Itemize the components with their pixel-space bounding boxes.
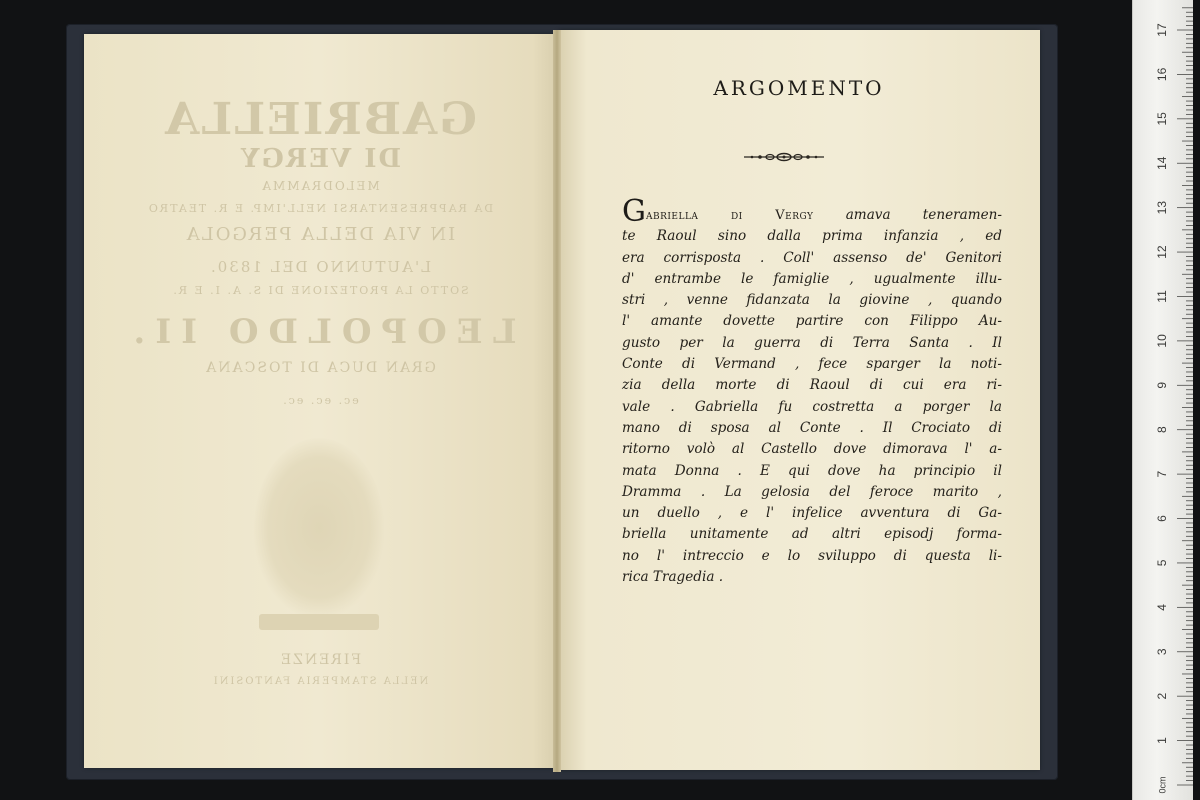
line-text: era corrisposta . Coll' assenso de' Genitori: [622, 249, 1002, 266]
text-line: [622, 375, 1002, 396]
showthrough-name: LEOPOLDO II.: [123, 312, 517, 352]
ruler-label: 9: [1155, 381, 1170, 389]
line-text: vale . Gabriella fu costretta a porger la: [622, 398, 1002, 415]
text-line: [622, 546, 1002, 567]
line-text: Conte di Vermand , fece sparger la noti-: [622, 356, 1002, 373]
showthrough-protection: SOTTO LA PROTEZIONE DI S. A. I. E R.: [171, 284, 469, 297]
ornament-divider-icon: [744, 152, 824, 162]
line-text: rica Tragedia .: [622, 569, 724, 586]
ruler-label: 2: [1155, 692, 1170, 700]
text-line: [622, 461, 1002, 482]
line-text: gusto per la guerra di Terra Santa . Il: [622, 334, 1002, 351]
ruler-label: 6: [1155, 515, 1170, 522]
line-text: stri , venne fidanzata la giovine , quando: [622, 292, 1002, 309]
text-line: [622, 248, 1002, 269]
line-text: l' amante dovette partire con Filippo Au-: [622, 313, 1002, 330]
ruler-label: 16: [1155, 67, 1170, 82]
showthrough-printer: NELLA STAMPERIA FANTOSINI: [211, 676, 429, 687]
ruler-label: 5: [1155, 559, 1170, 567]
showthrough-title: GABRIELLA: [163, 94, 477, 145]
ruler-label: 4: [1155, 604, 1170, 611]
line-text: mano di sposa al Conte . Il Crociato di: [622, 419, 1002, 436]
line-text: Dramma . La gelosia del feroce marito ,: [622, 483, 1002, 500]
line-text: briella unitamente ad altri episodj forma-: [622, 526, 1002, 543]
ruler-label: 8: [1155, 426, 1170, 434]
showthrough-crest: [254, 438, 384, 618]
ruler-label: 0cm: [1157, 776, 1168, 794]
ruler-label: 12: [1155, 245, 1170, 259]
showthrough-theatre: DA RAPPRESENTARSI NELL'IMP. E R. TEATRO: [146, 202, 494, 215]
text-line: [622, 397, 1002, 418]
text-line: [622, 333, 1002, 354]
book-gutter: [553, 30, 561, 772]
showthrough-subtitle: DI VERGY: [238, 144, 402, 174]
text-line: [622, 269, 1002, 290]
line-text: un duello , e l' infelice avventura di Ga-: [622, 505, 1002, 522]
line-text: amava teneramen-: [813, 207, 1002, 223]
drop-cap: G: [622, 194, 646, 229]
text-line: [622, 194, 1002, 229]
showthrough-etc: ec. ec. ec.: [281, 394, 359, 407]
ruler-scale: [1133, 0, 1193, 800]
ruler-label: 3: [1155, 648, 1170, 656]
text-line: [622, 354, 1002, 375]
text-line: [622, 439, 1002, 460]
text-line: [622, 524, 1002, 545]
showthrough-season: L'AUTUNNO DEL 1830.: [208, 258, 432, 276]
ruler-label: 10: [1155, 334, 1170, 348]
ruler-label: 13: [1155, 200, 1170, 215]
text-line: [622, 503, 1002, 524]
ruler-label: 1: [1155, 737, 1170, 744]
ruler-label: 17: [1155, 23, 1170, 37]
showthrough-city: FIRENZE: [278, 652, 362, 668]
line-text: mata Donna . E qui dove ha principio il: [622, 462, 1002, 479]
measuring-ruler: [1132, 0, 1193, 800]
text-line: [622, 311, 1002, 332]
text-line: [622, 290, 1002, 311]
showthrough-genre: MELODRAMMA: [260, 179, 380, 193]
line-text: d' entrambe le famiglie , ugualmente illu-: [622, 270, 1002, 287]
showthrough-rank: GRAN DUCA DI TOSCANA: [204, 360, 436, 376]
text-line: [622, 567, 1002, 588]
text-line: [622, 226, 1002, 247]
line-text: zia della morte di Raoul di cui era ri-: [622, 377, 1002, 394]
argument-paragraph: [622, 194, 1002, 588]
ruler-label: 11: [1155, 290, 1170, 303]
ruler-label: 7: [1155, 470, 1170, 478]
page-title: ARGOMENTO: [713, 76, 885, 100]
line-text: no l' intreccio e lo sviluppo di questa li-: [622, 547, 1002, 564]
text-line: [622, 482, 1002, 503]
left-page: [84, 34, 556, 768]
line-text: ritorno volò al Castello dove dimorava l' a-: [622, 441, 1002, 458]
small-caps-name: abriella di Vergy: [645, 208, 814, 223]
ruler-label: 15: [1155, 112, 1170, 126]
showthrough-crest-banner: [259, 614, 379, 630]
right-page: [558, 30, 1040, 770]
line-text: te Raoul sino dalla prima infanzia , ed: [622, 228, 1002, 245]
text-line: [622, 418, 1002, 439]
showthrough-venue: IN VIA DELLA PERGOLA: [184, 224, 456, 245]
ruler-label: 14: [1155, 156, 1170, 170]
